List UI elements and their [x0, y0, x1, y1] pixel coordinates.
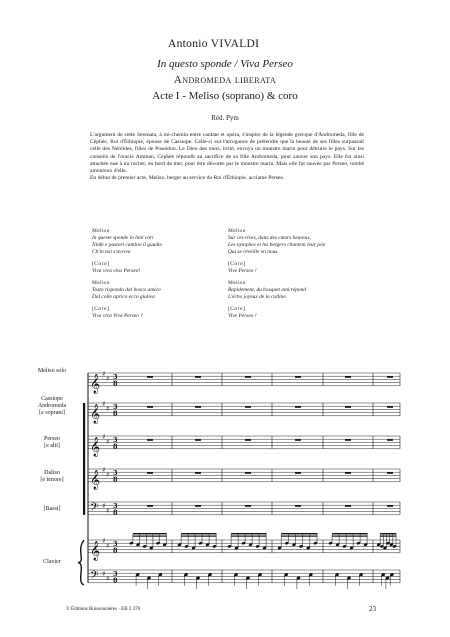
rest-mark: [147, 439, 153, 441]
sharp-icon: ♯: [102, 370, 106, 378]
treble-clef-icon: 𝄞: [90, 373, 101, 394]
composer-name: Antonio VIVALDI: [168, 38, 260, 50]
time-signature-bottom: 8: [113, 576, 118, 585]
time-signature-bottom: 8: [113, 475, 118, 484]
lyric-block: [92, 280, 212, 301]
time-signature-top: 3: [113, 540, 118, 549]
lyric-role: [Coro]: [228, 306, 246, 312]
sharp-icon: ♯: [102, 433, 106, 441]
intro-text: [90, 132, 364, 182]
time-signature-top: 3: [113, 436, 118, 445]
rest-mark: [245, 472, 251, 474]
bass-clef-icon: 𝄢: [90, 569, 99, 585]
rest-mark: [195, 505, 201, 507]
rest-mark: [387, 439, 393, 441]
lyric-role: [Coro]: [92, 306, 110, 312]
rest-mark: [387, 376, 393, 378]
note-beam: [133, 533, 167, 534]
rest-mark: [387, 505, 393, 507]
rest-mark: [295, 376, 301, 378]
rest-mark: [245, 376, 251, 378]
sharp-icon: ♯: [106, 541, 110, 550]
note-beam: [281, 536, 317, 537]
rest-mark: [147, 472, 153, 474]
rest-mark: [245, 439, 251, 441]
rest-mark: [195, 376, 201, 378]
note-beam: [380, 536, 396, 537]
staff-label-daliso: [22, 470, 82, 484]
lyrics-french: [228, 228, 368, 325]
lyrics-italian: [92, 228, 212, 325]
sharp-icon: ♯: [102, 502, 106, 511]
lyric-line: Qui se réveille en nous.: [228, 249, 279, 255]
lyric-line: Ninfe e pastori cantino il gaudio: [92, 242, 163, 248]
lyric-role: Meliso: [228, 280, 246, 286]
staff-label-line: [e soprani]: [39, 410, 65, 416]
publisher-footer: © Éditions Buissonnières · EB 2 370: [66, 607, 141, 612]
lyric-line: Vive Perseo !: [228, 268, 257, 274]
sharp-icon: ♯: [102, 466, 106, 474]
staff-label-line: Perseo: [44, 436, 60, 442]
staff-label-meliso: [22, 368, 82, 375]
sharp-icon: ♯: [102, 570, 106, 579]
lyric-block: [92, 306, 212, 320]
time-signature-bottom: 8: [113, 442, 118, 451]
staff-label-line: Clavier: [43, 559, 61, 565]
note-beam: [181, 536, 216, 537]
time-signature-bottom: 8: [113, 379, 118, 388]
lyric-block: [228, 261, 368, 275]
lyric-block: [228, 228, 368, 256]
lyric-block: [92, 228, 212, 256]
note-beam: [332, 533, 367, 534]
rest-mark: [147, 376, 153, 378]
lyric-block: [228, 280, 368, 301]
intro-paragraph: L'argument de cette Serenata, à mi-chemin entre cantate et opéra, s'inspire de la légende grecque d'Andromeda, fille de Céphée, Roi d'Éthiopie, épouse de Cassiope. Celle-ci eut l'arrogance de prétendre que la beauté de ses filles surpassait celle des Néréides, filles de Poseidon. Le Dieu des mers, irrité, envoya un monstre marin pour détruire le pays. Sur les conseils de l'oracle Amman, Céphée répondit au sacrifice de sa fille Andromeda, pour sauver son pays. Elle fut ainsi attachée nue à un rocher, en bord de mer, pour être dévorée par le monstre marin. Mais elle fut sauvée par Perseo, tombé amoureux d'elle.: [90, 132, 364, 175]
note-beam: [231, 533, 266, 534]
time-signature-top: 3: [113, 469, 118, 478]
lyric-role: Meliso: [228, 228, 246, 234]
lyric-block: [92, 261, 212, 275]
sharp-icon: ♯: [106, 470, 110, 479]
note-beam: [281, 533, 317, 534]
staff-label-cassiope: [22, 396, 82, 417]
rest-mark: [295, 505, 301, 507]
lyric-role: [Coro]: [92, 261, 110, 267]
rest-mark: [195, 472, 201, 474]
lyric-block: [228, 306, 368, 320]
rest-mark: [245, 505, 251, 507]
rest-mark: [345, 505, 351, 507]
lyric-line: L'écho joyeux de la colline.: [228, 294, 288, 300]
rest-mark: [147, 406, 153, 408]
rest-mark: [245, 406, 251, 408]
time-signature-top: 3: [113, 502, 118, 511]
sharp-icon: ♯: [102, 400, 106, 408]
treble-clef-icon: 𝄞: [90, 436, 101, 457]
rest-mark: [387, 406, 393, 408]
rest-mark: [195, 439, 201, 441]
choir-bracket: [83, 403, 85, 515]
lyric-role: Meliso: [92, 228, 110, 234]
sharp-icon: ♯: [106, 404, 110, 413]
rest-mark: [345, 439, 351, 441]
lyric-line: Tosto risponda dal bosco amico: [92, 287, 161, 293]
score-layer: [78, 370, 400, 589]
sharp-icon: ♯: [102, 537, 106, 545]
work-subtitle: Andromeda liberata: [173, 74, 277, 86]
lyric-line: Dal colle aprico ecco giuliva: [92, 294, 155, 300]
time-signature-top: 3: [113, 403, 118, 412]
lyric-line: Les nymphes et les bergers chantent leur joie: [228, 242, 326, 248]
time-signature-top: 3: [113, 570, 118, 579]
sharp-icon: ♯: [106, 507, 110, 515]
lyric-line: Viva viva viva Perseo!: [92, 268, 141, 274]
rest-mark: [147, 505, 153, 507]
time-signature-bottom: 8: [113, 508, 118, 517]
lyric-line: Viva viva Viva Perseo ?: [92, 313, 143, 319]
staff-label-line: Andromeda: [37, 403, 67, 409]
lyric-line: Ch'in noi s'avviva: [92, 249, 131, 255]
intro-paragraph: En début de premier acte, Meliso, berger au service du Roi d'Éthiopie, acclame Perseo.: [90, 175, 285, 182]
time-signature-bottom: 8: [113, 546, 118, 555]
rest-mark: [345, 472, 351, 474]
act-heading: Acte I - Meliso (soprano) & coro: [152, 90, 298, 102]
staff-label-line: [e alti]: [44, 443, 60, 449]
note-beam: [231, 536, 266, 537]
rest-mark: [295, 406, 301, 408]
time-signature-bottom: 8: [113, 409, 118, 418]
treble-clef-icon: 𝄞: [90, 540, 101, 561]
lyric-line: Rapidement, du bosquet ami répond: [228, 287, 307, 293]
rest-mark: [295, 472, 301, 474]
reduction-credit: Réd. Pym: [211, 114, 239, 122]
rest-mark: [345, 376, 351, 378]
sharp-icon: ♯: [106, 575, 110, 583]
treble-clef-icon: 𝄞: [90, 403, 101, 424]
lyric-role: Meliso: [92, 280, 110, 286]
rest-mark: [195, 406, 201, 408]
lyric-line: Vive Perseo !: [228, 313, 257, 319]
note-beam: [332, 536, 367, 537]
sharp-icon: ♯: [106, 374, 110, 383]
staff-label-line: Cassiope: [41, 396, 63, 402]
note-beam: [133, 536, 167, 537]
staff-label-line: [e tenore]: [40, 477, 64, 483]
page-number: 23: [369, 605, 376, 613]
sharp-icon: ♯: [106, 437, 110, 446]
note-beam: [181, 533, 216, 534]
treble-clef-icon: 𝄞: [90, 469, 101, 490]
lyric-line: Sur ces rives, dans des cœurs heureux,: [228, 235, 312, 241]
time-signature-top: 3: [113, 373, 118, 382]
staff-label-clavier: [22, 559, 82, 566]
lyric-role: [Coro]: [228, 261, 246, 267]
staff-label-line: [Bassi]: [43, 506, 61, 512]
bass-clef-icon: 𝄢: [90, 501, 99, 517]
work-title: In questo sponde / Viva Perseo: [157, 58, 293, 70]
rest-mark: [345, 406, 351, 408]
staff-label-line: Meliso solo: [37, 368, 67, 374]
rest-mark: [387, 472, 393, 474]
staff-label-bassi: [22, 506, 82, 513]
staff-label-line: Daliso: [44, 470, 60, 476]
note-beam: [380, 533, 396, 534]
rest-mark: [295, 439, 301, 441]
lyric-line: In queste sponde in lieti cori: [92, 235, 154, 241]
staff-label-perseo: [22, 436, 82, 450]
